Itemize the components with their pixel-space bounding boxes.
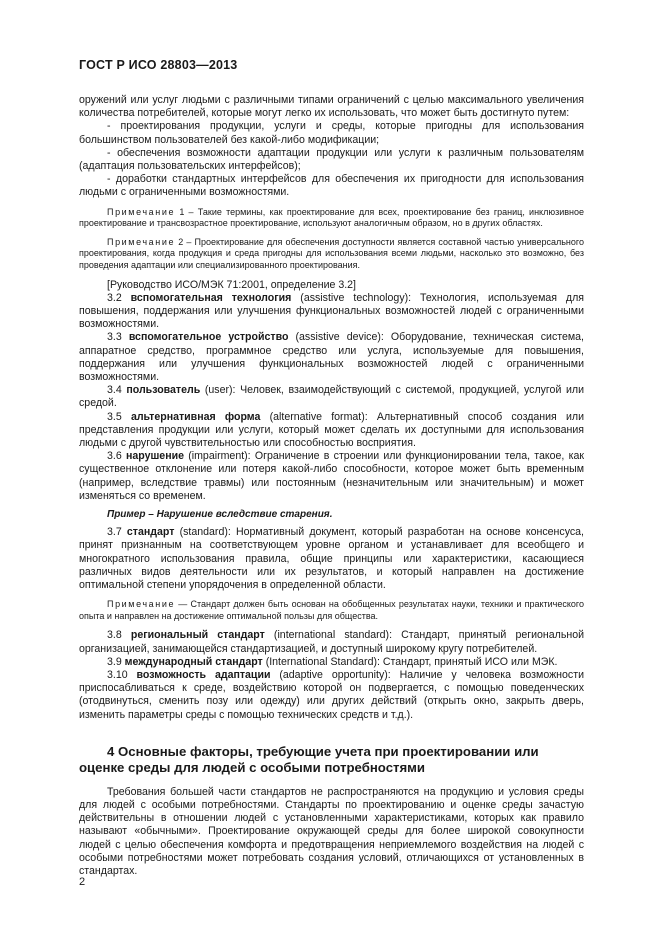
term-number: 3.3 — [107, 331, 129, 344]
term-number: 3.6 — [107, 450, 126, 463]
section-4-text: Требования большей части стандартов не распространяются на продукцию и условия среды для людей с особыми потребностями. Стандарты по проектированию и оценке среды зачастую действительны в отношении людей с установленными характеристиками, которых как правило называют «обычными». Проектирование окружающей среды для более широкой совокупности людей с целью обеспечения комфорта и предотвращения неприемлемого воздействия на людей с особыми потребностями может потребовать создания условий, отличающихся от установленных в стандартах. — [79, 785, 584, 878]
term-text: (assistive device): Оборудование, техническая система, аппаратное средство, программное средство или услуга, используемые для повышения, поддержания или улучшения функциональных возможностей людей с ограниченными возможностями. — [79, 331, 584, 384]
term-name: нарушение — [125, 450, 184, 463]
term-number: 3.8 — [107, 629, 131, 642]
example — [79, 508, 584, 521]
term-text: (adaptive opportunity): Наличие у человека возможности приспосабливаться к среде, воздействию которой он подвергается, с помощью поведенческих (отодвинуться, сменить позу или одежду) или других действий (открыть окно, закрыть дверь, изменить параметры среды с помощью технических средств и т.д.). — [79, 669, 584, 721]
term-number: 3.4 — [107, 384, 127, 397]
term-text: (user): Человек, взаимодействующий с системой, продукцией, услугой или средой. — [79, 384, 584, 410]
term-name: альтернативная форма — [130, 410, 261, 423]
paragraph: - доработки стандартных интерфейсов для обеспечения их пригодности для использования людьми с ограниченными возможностями. — [79, 173, 584, 199]
term-3-6 — [79, 450, 584, 503]
note-1 — [79, 207, 584, 230]
note-label: Примечание — [107, 206, 176, 217]
term-3-3 — [79, 331, 584, 384]
term-3-9 — [79, 656, 584, 669]
term-name: вспомогательное устройство — [128, 331, 289, 344]
page-number: 2 — [79, 876, 86, 888]
term-text: (assistive technology): Технология, используемая для повышения, поддержания или улучшения функциональных возможностей людей с ограниченными возможностями. — [79, 291, 585, 331]
note-label: Примечание — [107, 599, 176, 610]
note-label: Примечание — [107, 236, 176, 247]
term-3-7 — [79, 526, 584, 592]
term-name: вспомогательная технология — [130, 291, 292, 304]
note-text: 1 – Такие термины, как проектирование для всех, проектирование без границ, инклюзивное проектирование и трансвозрастное проектирование, используют аналогичным образом, но в других областях. — [79, 206, 584, 229]
document-header: ГОСТ Р ИСО 28803—2013 — [79, 58, 238, 72]
document-body — [79, 94, 584, 878]
term-number: 3.2 — [107, 291, 131, 304]
note-text: 2 – Проектирование для обеспечения доступности является составной частью универсального проектирования, когда продукция и среда пригодны для использования всеми людьми, насколько это возможно, без проведения адаптации или специализированного проектирования. — [79, 236, 584, 270]
term-text: (standard): Нормативный документ, который разработан на основе консенсуса, принят признанным на соответствующем уровне органом и устанавливает для всеобщего и многократного использования правила, общие принципы или характеристики, касающиеся различных видов деятельности или их результатов, и который направлен на достижение оптимальной степени упорядочения в определенной области. — [79, 526, 585, 592]
reference: [Руководство ИСО/МЭК 71:2001, определение 3.2] — [107, 278, 356, 291]
term-3-4 — [79, 384, 584, 410]
term-text: (International Standard): Стандарт, принятый ИСО или МЭК. — [262, 655, 558, 668]
term-text: (impairment): Ограничение в строении или функционировании тела, такое, как существенное отклонение или потеря какой-либо способности, которое может быть временным (например, вследствие травмы) или постоянным (незначительным или значительным) и может изменяться со временем. — [79, 450, 584, 502]
note-3 — [79, 599, 584, 622]
term-3-5 — [79, 411, 584, 451]
paragraph: - обеспечения возможности адаптации продукции или услуги к различным пользователям (адаптация пользовательских интерфейсов); — [79, 146, 584, 173]
term-number: 3.5 — [107, 410, 131, 423]
example-text: Пример – Нарушение вследствие старения. — [107, 509, 333, 521]
term-text: (international standard): Стандарт, принятый региональной организацией, занимающейся стандартизацией, и доступный широкому кругу потребителей. — [79, 629, 584, 655]
term-number: 3.10 — [107, 669, 137, 682]
term-name: стандарт — [126, 526, 175, 539]
paragraph: оружений или услуг людьми с различными типами ограничений с целью максимального увеличения количества потребителей, которые могут легко их использовать, что может быть достигнуто путем: — [79, 94, 584, 120]
term-number: 3.9 — [107, 655, 125, 668]
term-3-10 — [79, 669, 584, 722]
section-4-heading: 4 Основные факторы, требующие учета при проектировании или оценке среды для людей с особыми потребностями — [79, 743, 539, 775]
term-name: возможность адаптации — [136, 669, 271, 682]
term-name: международный стандарт — [124, 655, 263, 668]
term-number: 3.7 — [107, 526, 127, 539]
note-text: — Стандарт должен быть основан на обобщенных результатах науки, техники и практического опыта и направлен на достижение оптимальной пользы для общества. — [79, 599, 584, 621]
term-name: пользователь — [126, 384, 201, 397]
term-text: (alternative format): Альтернативный способ создания или представления продукции или услуги, который может сделать их доступными для использования людьми с другой чувствительностью или способностью восприятия. — [79, 410, 584, 450]
term-3-8 — [79, 629, 584, 655]
paragraph: - проектирования продукции, услуги и среды, которые пригодны для использования большинством пользователей без какой-либо модификации; — [79, 120, 584, 146]
note-2 — [79, 237, 584, 272]
term-name: региональный стандарт — [130, 629, 265, 642]
term-3-2 — [79, 292, 584, 332]
